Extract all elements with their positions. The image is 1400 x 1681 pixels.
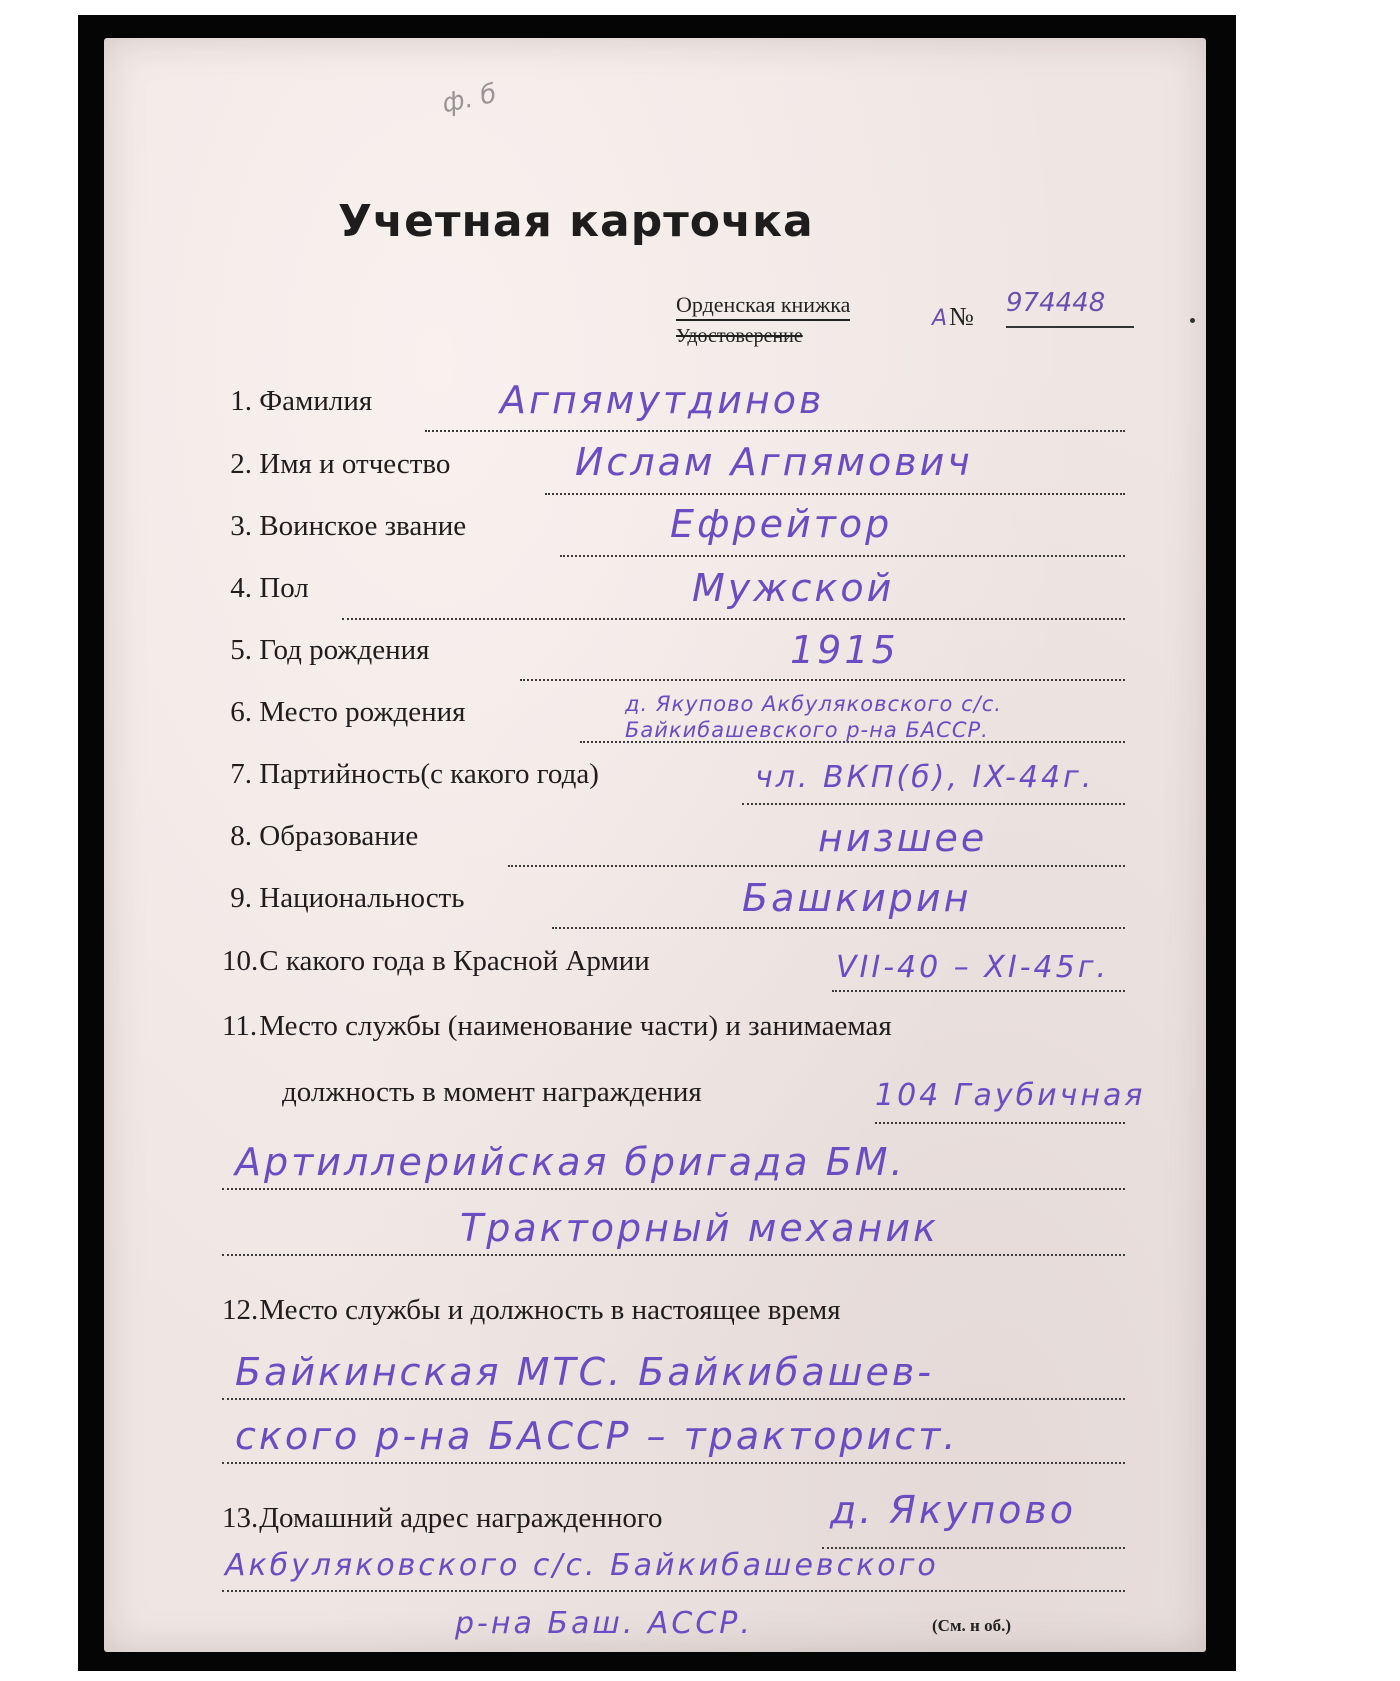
field-12-rule-1 <box>222 1398 1125 1400</box>
order-book-label: Орденская книжка <box>676 292 850 321</box>
field-9-value: Башкирин <box>742 876 972 920</box>
field-13-value-line3: р-на Баш. АССР. <box>455 1606 753 1641</box>
field-7-label: 7. Партийность(с какого года) <box>230 758 599 790</box>
field-13-label: 13. Домашний адрес награжденного <box>222 1502 663 1534</box>
field-12-rule-2 <box>222 1462 1125 1464</box>
field-5-rule <box>520 679 1125 681</box>
field-13-value-line2: Акбуляковского с/с. Байкибашевского <box>225 1548 939 1583</box>
field-13-value-line1: д. Якупово <box>830 1488 1077 1532</box>
field-4-rule <box>342 618 1125 620</box>
field-9-label: 9. Национальность <box>230 882 465 914</box>
field-2-rule <box>545 493 1125 495</box>
field-10-value: VII-40 – XI-45г. <box>836 950 1109 985</box>
field-12-label: 12. Место службы и должность в настоящее время <box>222 1294 841 1326</box>
field-8-value: низшее <box>818 816 988 860</box>
order-book-block <box>676 288 1146 362</box>
field-11-value-line2: Артиллерийская бригада БМ. <box>235 1140 906 1184</box>
field-11-value-line1: 104 Гаубичная <box>875 1078 1146 1113</box>
field-1-label: 1. Фамилия <box>230 385 373 417</box>
field-11-rule-1 <box>875 1122 1125 1124</box>
field-6-value-line2: Байкибашевского р-на БАССР. <box>625 718 989 742</box>
field-6-value-line1: д. Якупово Акбуляковского с/с. <box>625 692 1002 716</box>
pencil-note: ф. б <box>439 78 500 120</box>
field-7-rule <box>742 803 1125 805</box>
see-reverse-note: (См. н об.) <box>932 1616 1011 1635</box>
field-11-value-line3: Тракторный механик <box>460 1206 940 1250</box>
field-2-value: Ислам Агпямович <box>575 440 973 484</box>
ink-dot <box>1190 318 1195 323</box>
field-10-rule <box>832 990 1125 992</box>
field-1-rule <box>425 430 1125 432</box>
field-8-label: 8. Образование <box>230 820 419 852</box>
order-number-value: 974448 <box>1006 288 1134 328</box>
field-5-value: 1915 <box>790 628 899 672</box>
field-3-rule <box>560 555 1125 557</box>
field-4-value: Мужской <box>692 566 895 610</box>
field-3-label: 3. Воинское звание <box>230 510 467 542</box>
field-8-rule <box>508 865 1125 867</box>
certificate-label-struck: Удостоверение <box>676 325 803 347</box>
field-3-value: Ефрейтор <box>670 502 893 546</box>
field-11-label-line2: должность в момент награждения <box>282 1076 702 1108</box>
field-13-rule-2 <box>222 1590 1125 1592</box>
field-11-rule-3 <box>222 1254 1125 1256</box>
field-7-value: чл. ВКП(б), IX-44г. <box>755 760 1095 795</box>
field-6-label: 6. Место рождения <box>230 696 466 728</box>
field-12-value-line1: Байкинская МТС. Байкибашев- <box>235 1350 934 1394</box>
field-9-rule <box>552 927 1125 929</box>
field-1-value: Агпямутдинов <box>500 378 825 422</box>
number-sign: № <box>949 302 974 331</box>
field-12-value-line2: ского р-на БАССР – тракторист. <box>235 1414 959 1458</box>
order-series: А <box>932 306 948 331</box>
field-10-label: 10. С какого года в Красной Армии <box>222 945 650 977</box>
card-title: Учетная карточка <box>338 196 814 247</box>
order-number-label <box>932 302 974 332</box>
field-11-label: 11. Место службы (наименование части) и занимаемая <box>222 1010 892 1042</box>
field-5-label: 5. Год рождения <box>230 634 430 666</box>
field-4-label: 4. Пол <box>230 572 309 604</box>
field-11-rule-2 <box>222 1188 1125 1190</box>
field-2-label: 2. Имя и отчество <box>230 448 451 480</box>
